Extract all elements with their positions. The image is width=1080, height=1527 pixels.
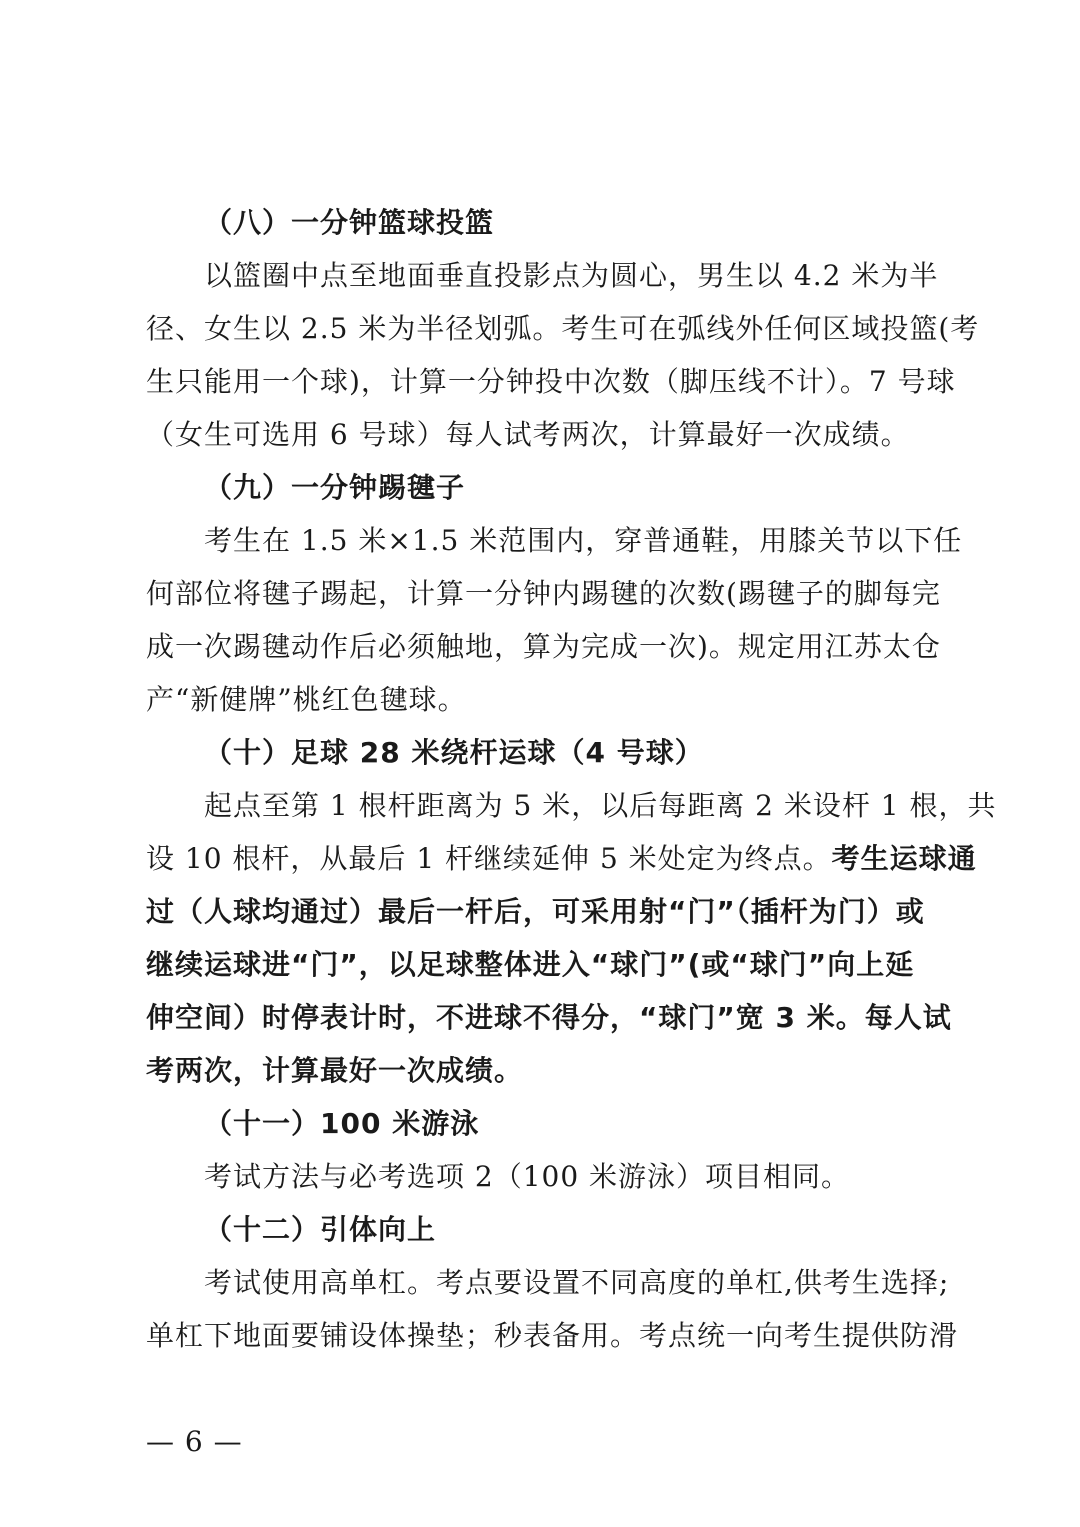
paragraph-line: 考生在 1.5 米×1.5 米范围内，穿普通鞋，用膝关节以下任 [204, 524, 963, 557]
bold-paragraph-line: 考两次，计算最好一次成绩。 [146, 1054, 524, 1087]
bold-paragraph-line: 过（人球均通过）最后一杆后，可采用射“门”（插杆为门）或 [146, 895, 925, 928]
paragraph-line [146, 832, 977, 885]
section-heading-9: （九）一分钟踢毽子 [204, 471, 466, 504]
section-heading-8: （八）一分钟篮球投篮 [204, 206, 495, 239]
section-heading-11: （十一）100 米游泳 [204, 1107, 480, 1140]
paragraph-line: 考试使用高单杠。考点要设置不同高度的单杠,供考生选择; [204, 1266, 950, 1299]
paragraph-text: 设 10 根杆，从最后 1 杆继续延伸 5 米处定为终点。 [146, 842, 832, 875]
bold-text: 考生运球通 [831, 842, 977, 875]
paragraph-line: 成一次踢毽动作后必须触地，算为完成一次)。规定用江苏太仓 [146, 630, 941, 663]
document-body [146, 196, 997, 1362]
paragraph-line: （女生可选用 6 号球）每人试考两次，计算最好一次成绩。 [146, 418, 910, 451]
bold-paragraph-line: 继续运球进“门”，以足球整体进入“球门”(或“球门”向上延 [146, 948, 915, 981]
bold-paragraph-line: 伸空间）时停表计时，不进球不得分，“球门”宽 3 米。每人试 [146, 1001, 952, 1034]
paragraph-line: 径、女生以 2.5 米为半径划弧。考生可在弧线外任何区域投篮(考 [146, 312, 980, 345]
page-number: — 6 — [146, 1425, 243, 1458]
paragraph-line: 起点至第 1 根杆距离为 5 米，以后每距离 2 米设杆 1 根，共 [204, 789, 997, 822]
paragraph-line: 何部位将毽子踢起，计算一分钟内踢毽的次数(踢毽子的脚每完 [146, 577, 941, 610]
paragraph-line: 考试方法与必考选项 2（100 米游泳）项目相同。 [204, 1160, 851, 1193]
paragraph-line: 生只能用一个球)，计算一分钟投中次数（脚压线不计）。7 号球 [146, 365, 956, 398]
paragraph-line: 单杠下地面要铺设体操垫；秒表备用。考点统一向考生提供防滑 [146, 1319, 959, 1352]
paragraph-line: 产“新健牌”桃红色毽球。 [146, 683, 467, 716]
section-heading-12: （十二）引体向上 [204, 1213, 437, 1246]
paragraph-line: 以篮圈中点至地面垂直投影点为圆心，男生以 4.2 米为半 [204, 259, 939, 292]
section-heading-10: （十）足球 28 米绕杆运球（4 号球） [204, 736, 704, 769]
